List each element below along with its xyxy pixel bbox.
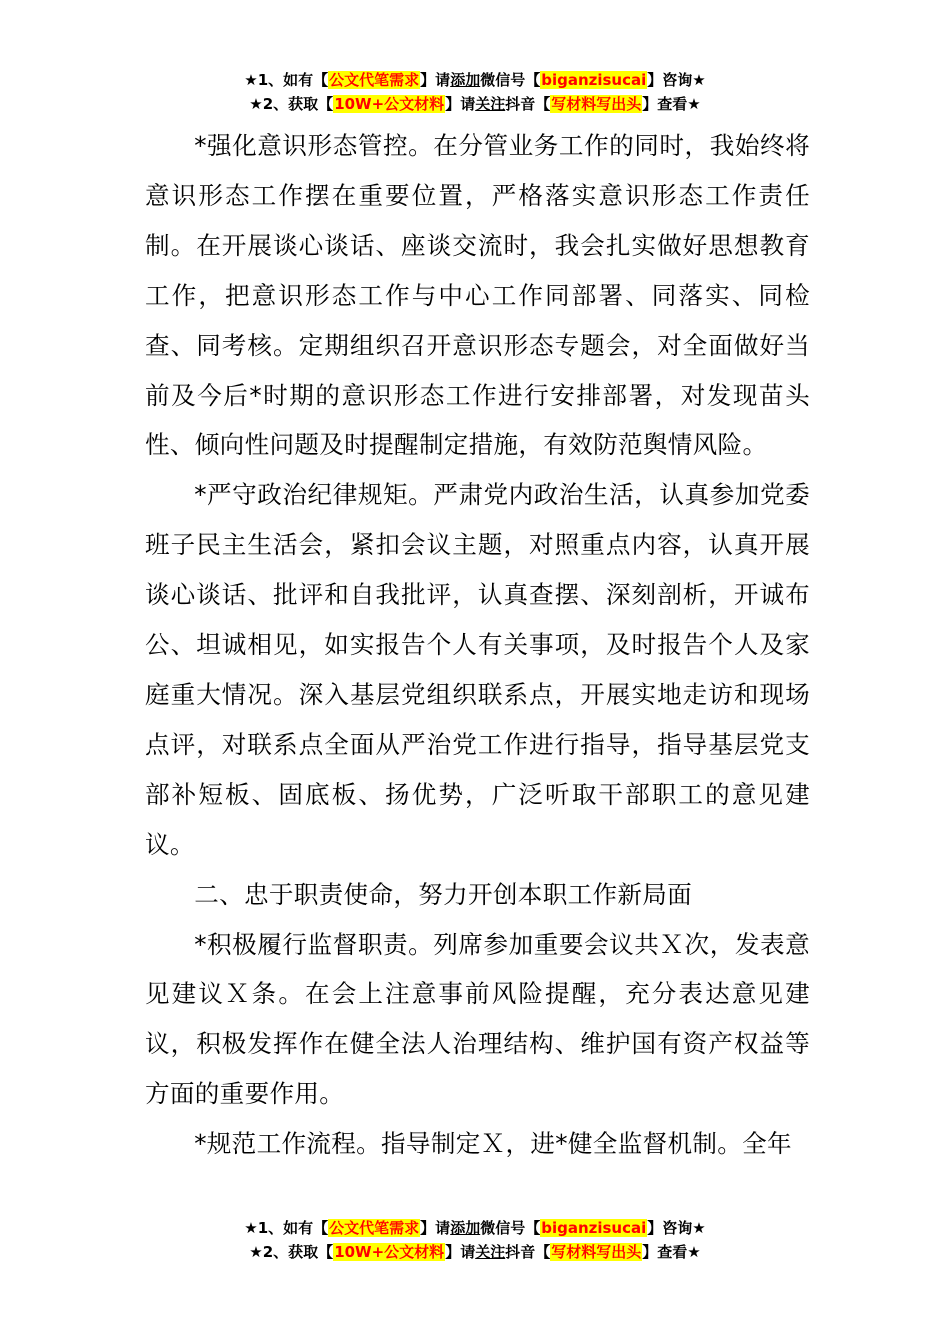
banner-text: ★2、获取【	[249, 95, 334, 113]
highlight-text: biganzisucai	[541, 1219, 647, 1237]
banner-line-2	[0, 1240, 950, 1264]
paragraph: *积极履行监督职责。列席参加重要会议共Ｘ次，发表意见建议Ｘ条。在会上注意事前风险提醒，充分表达意见建议，积极发挥作在健全法人治理结构、维护国有资产权益等方面的重要作用。	[145, 929, 810, 1109]
highlight-text: 10W+公文材料	[334, 1243, 445, 1261]
section-heading: 二、忠于职责使命，努力开创本职工作新局面	[194, 879, 693, 909]
header-banner	[0, 68, 950, 116]
highlight-text: 公文代笔需求	[329, 1219, 420, 1237]
banner-text: 抖音【	[505, 95, 551, 113]
paragraph: *强化意识形态管控。在分管业务工作的同时，我始终将意识形态工作摆在重要位置，严格落实意识形态工作责任制。在开展谈心谈话、座谈交流时，我会扎实做好思想教育工作，把意识形态工作与中心工作同部署、同落实、同检查、同考核。定期组织召开意识形态专题会，对全面做好当前及今后*时期的意识形态工作进行安排部署，对发现苗头性、倾向性问题及时提醒制定措施，有效防范舆情风险。	[145, 131, 810, 460]
banner-text: 】请	[420, 71, 451, 89]
banner-text: 抖音【	[505, 1243, 551, 1261]
highlight-text: 写材料写出头	[551, 95, 642, 113]
highlight-text: 写材料写出头	[551, 1243, 642, 1261]
paragraph: *规范工作流程。指导制定Ｘ，进*健全监督机制。全年	[194, 1129, 792, 1159]
banner-text: ★1、如有【	[244, 71, 329, 89]
document-body	[145, 121, 810, 1169]
banner-text: 】查看★	[642, 95, 701, 113]
banner-line-1	[0, 68, 950, 92]
underlined-text: 添加	[450, 1219, 481, 1237]
banner-text: 】请	[445, 95, 476, 113]
banner-text: ★2、获取【	[249, 1243, 334, 1261]
banner-text: 】请	[420, 1219, 451, 1237]
paragraph: *严守政治纪律规矩。严肃党内政治生活，认真参加党委班子民主生活会，紧扣会议主题，对照重点内容，认真开展谈心谈话、批评和自我批评，认真查摆、深刻剖析，开诚布公、坦诚相见，如实报告个人有关事项，及时报告个人及家庭重大情况。深入基层党组织联系点，开展实地走访和现场点评，对联系点全面从严治党工作进行指导，指导基层党支部补短板、固底板、扬优势，广泛听取干部职工的意见建议。	[145, 480, 810, 859]
underlined-text: 关注	[475, 1243, 506, 1261]
banner-text: 】咨询★	[647, 71, 706, 89]
highlight-text: 公文代笔需求	[329, 71, 420, 89]
banner-text: 微信号【	[480, 71, 541, 89]
banner-line-1	[0, 1216, 950, 1240]
underlined-text: 关注	[475, 95, 506, 113]
banner-text: 】咨询★	[647, 1219, 706, 1237]
banner-text: 】请	[445, 1243, 476, 1261]
banner-text: 微信号【	[480, 1219, 541, 1237]
footer-banner	[0, 1216, 950, 1264]
highlight-text: biganzisucai	[541, 71, 647, 89]
underlined-text: 添加	[450, 71, 481, 89]
banner-line-2	[0, 92, 950, 116]
banner-text: ★1、如有【	[244, 1219, 329, 1237]
highlight-text: 10W+公文材料	[334, 95, 445, 113]
banner-text: 】查看★	[642, 1243, 701, 1261]
